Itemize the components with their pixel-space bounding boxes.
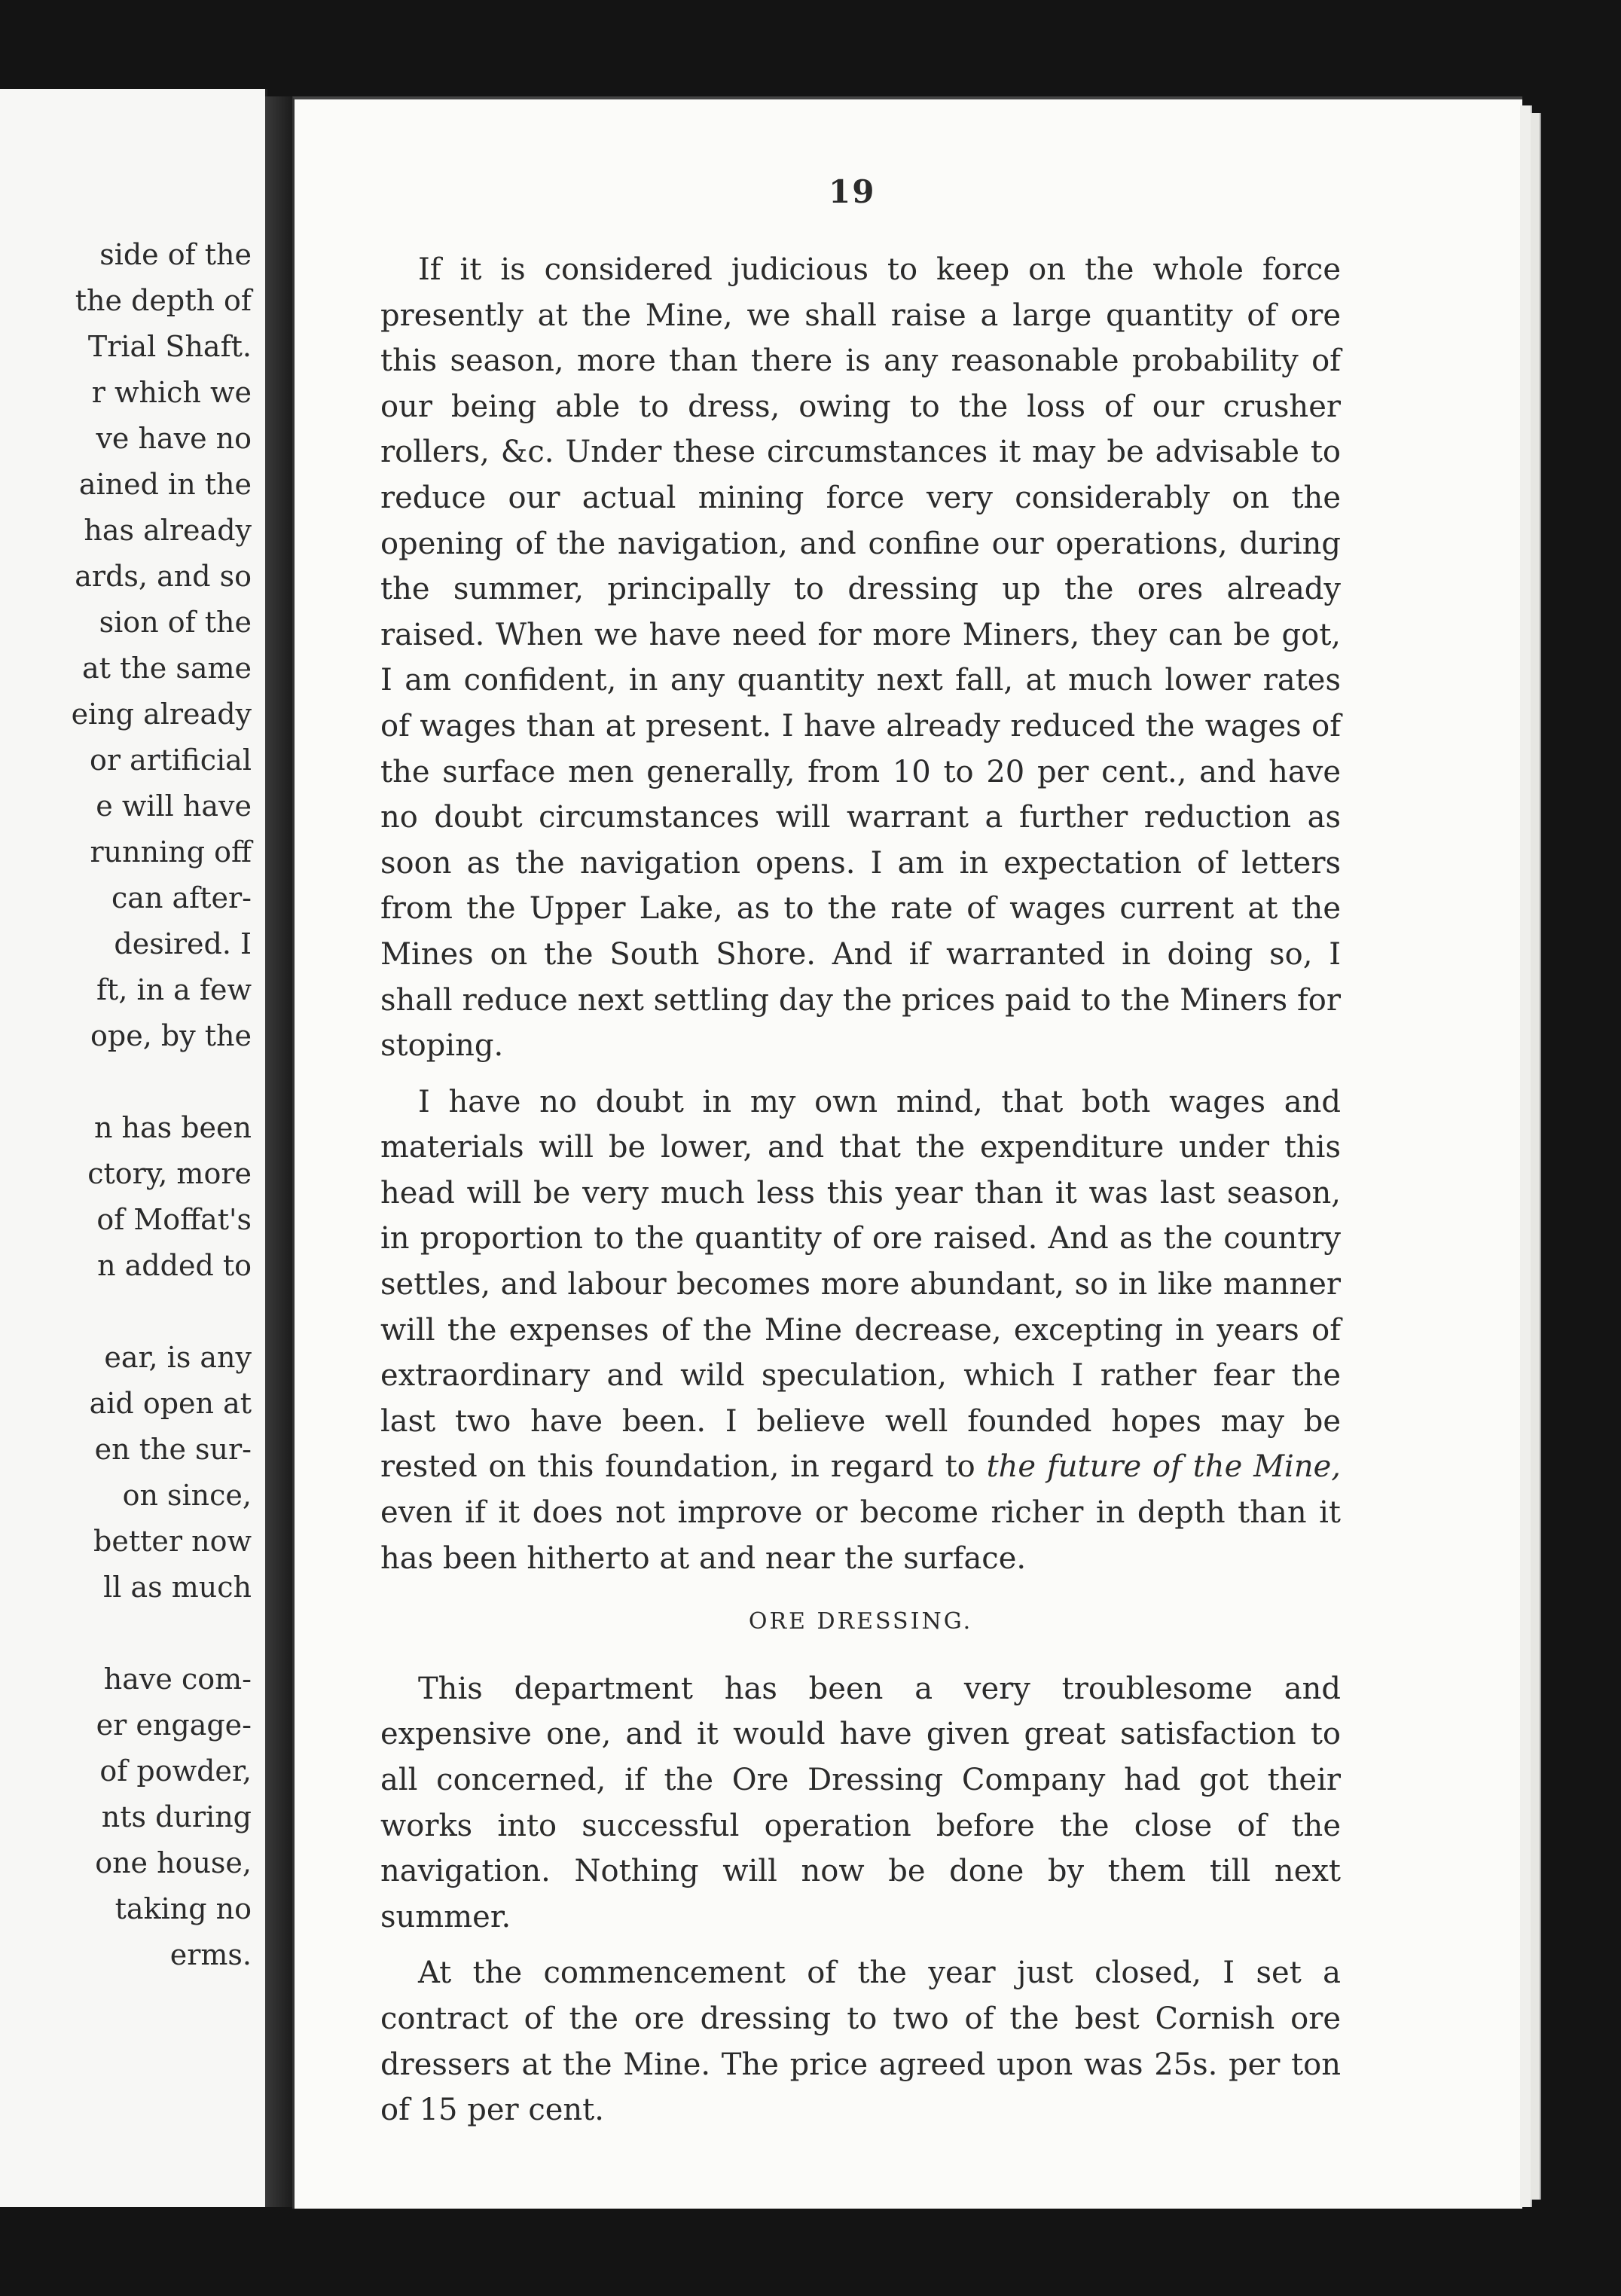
italic-phrase: the future of the Mine, <box>986 1449 1341 1485</box>
left-page-line: or artificial <box>90 743 252 777</box>
left-page-line <box>0 1059 252 1105</box>
left-page-line: of powder, <box>99 1754 252 1788</box>
left-page-line: ards, and so <box>75 560 252 593</box>
left-page-line: taking no <box>114 1892 252 1925</box>
book-gutter <box>265 96 292 2207</box>
left-page-line: n added to <box>97 1249 252 1282</box>
left-page-line: has already <box>84 514 252 547</box>
left-page <box>0 89 267 2207</box>
left-page-text <box>0 232 252 1978</box>
left-page-line: running off <box>90 835 252 869</box>
left-page-line: have com- <box>103 1662 252 1696</box>
left-page-line: erms. <box>169 1938 252 1971</box>
left-page-line: on since, <box>122 1479 252 1512</box>
left-page-line <box>0 1289 252 1335</box>
paragraph <box>380 1079 1341 1582</box>
paragraph: If it is considered judicious to keep on the whole force presently at the Mine, we shall raise a large quantity of ore this season, more than there is any reasonable probability of our being able to dress, owing to the loss of our crusher rollers, &c. Under these circumstances it may be advisable to reduce our actual mining force very considerably on the opening of the navigation, and confine our operations, during the summer, principally to dressing up the ores already raised. When we have need for more Miners, they can be got, I am confident, in any quantity next fall, at much lower rates of wages than at present. I have already reduced the wages of the surface men generally, from 10 to 20 per cent., and have no doubt circumstances will warrant a further reduction as soon as the navigation opens. I am in expectation of letters from the Upper Lake, as to the rate of wages current at the Mines on the South Shore. And if warranted in doing so, I shall reduce next settling day the prices paid to the Miners for stoping. <box>380 252 1341 1064</box>
left-page-line: ll as much <box>103 1571 252 1604</box>
left-page-line: nts during <box>101 1800 252 1833</box>
left-page-line: ctory, more <box>87 1157 252 1190</box>
left-page-line: sion of the <box>99 606 252 639</box>
left-page-line: can after- <box>111 881 252 914</box>
page-edge <box>1531 113 1541 2200</box>
left-page-line: ear, is any <box>104 1341 252 1374</box>
paragraph-text: I have no doubt in my own mind, that both wages and materials will be lower, and that the expenditure under this head will be very much less this year than it was last season, in proportion to the quantity of ore raised. And as the country settles, and labour becomes more abundant, so in like manner will the expenses of the Mine decrease, excepting in years of extraordinary and wild speculation, which I rather fear the last two have been. I believe well founded hopes may be rested on this foundation, in regard to <box>380 1084 1341 1485</box>
paragraph-text: even if it does not improve or become richer in depth than it has been hitherto at and near the surface. <box>380 1495 1341 1576</box>
left-page-line: ft, in a few <box>96 973 252 1006</box>
paragraph: At the commencement of the year just closed, I set a contract of the ore dressing to two of the best Cornish ore dressers at the Mine. The price agreed upon was 25s. per ton of 15 per cent. <box>380 1956 1341 2128</box>
paragraph: This department has been a very troublesome and expensive one, and it would have given great satisfaction to all concerned, if the Ore Dressing Company had got their works into successful operation before the close of the navigation. Nothing will now be done by them till next summer. <box>380 1671 1341 1934</box>
left-page-line: better now <box>93 1525 252 1558</box>
left-page-line: n has been <box>93 1111 252 1144</box>
left-page-line <box>0 1611 252 1656</box>
left-page-line: ope, by the <box>90 1019 252 1052</box>
left-page-line: at the same <box>82 652 252 685</box>
left-page-line: Trial Shaft. <box>87 330 252 363</box>
left-page-line: desired. I <box>114 927 252 960</box>
left-page-line: aid open at <box>89 1387 252 1420</box>
left-page-line: ained in the <box>78 468 252 501</box>
page-number: 19 <box>829 173 876 210</box>
left-page-line: the depth of <box>75 284 252 317</box>
left-page-line: er engage- <box>96 1708 252 1742</box>
left-page-line: one house, <box>95 1846 252 1879</box>
left-page-line: r which we <box>91 376 252 409</box>
page-body <box>380 247 1341 2133</box>
left-page-line: of Moffat's <box>96 1203 252 1236</box>
left-page-line: ve have no <box>96 422 252 455</box>
left-page-line: e will have <box>96 789 252 823</box>
left-page-line: eing already <box>71 698 252 731</box>
left-page-line: en the sur- <box>94 1433 252 1466</box>
left-page-line: side of the <box>99 238 252 271</box>
section-heading: ORE DRESSING. <box>748 1608 973 1635</box>
